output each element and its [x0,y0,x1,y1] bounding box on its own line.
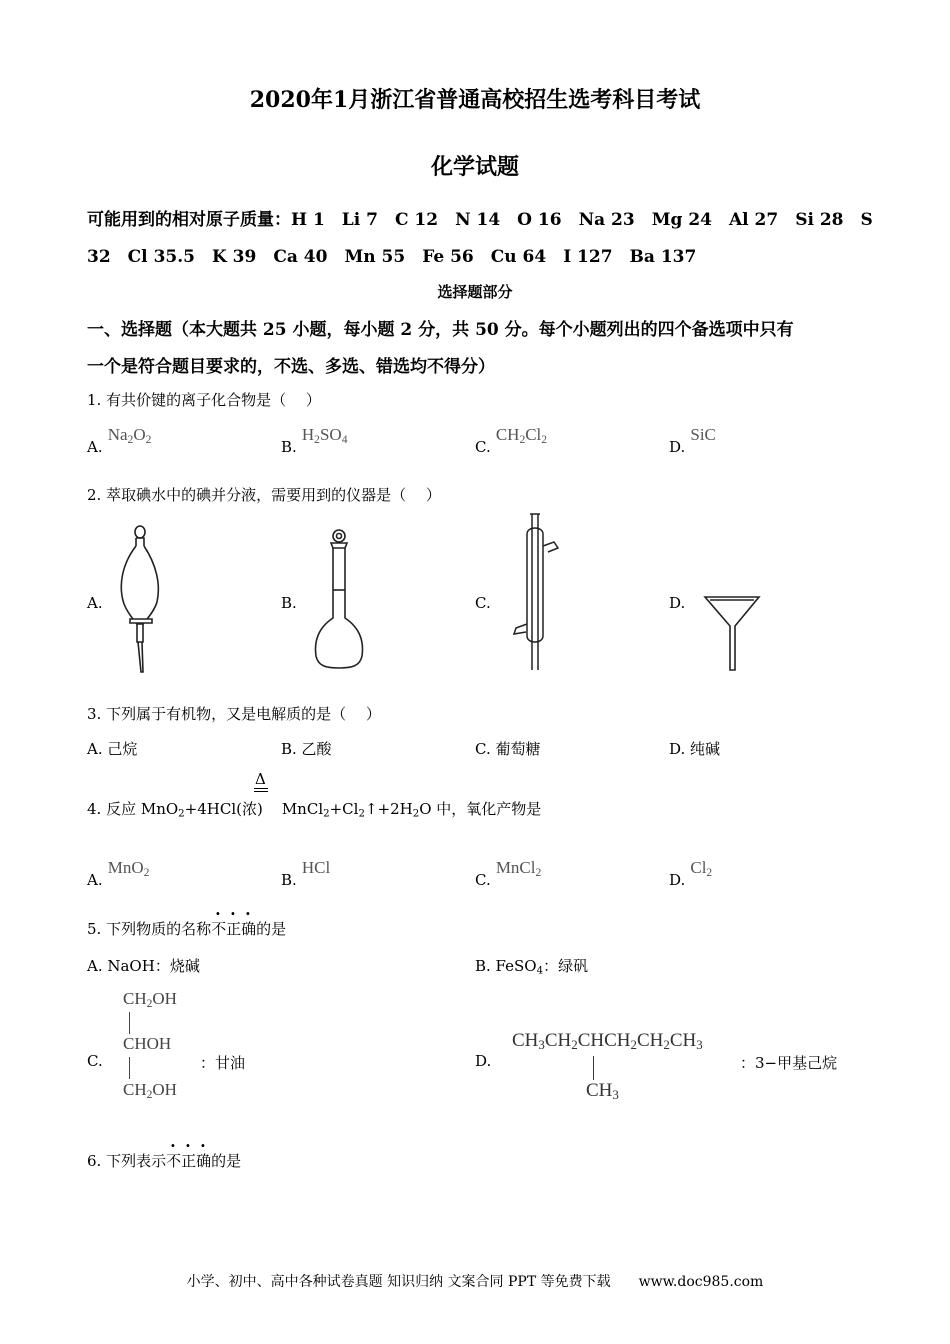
q1-stem: 1. 有共价键的离子化合物是（ ） [87,391,321,409]
formula-mncl2: MnCl$_2$ [495,858,542,879]
formula-h2so4: $H_2SO_4$ [301,425,348,446]
q2-label-c: C. [475,594,491,612]
q1-option-a: A. $Na_2O_2$ [87,425,152,456]
exam-title: 2020年1月浙江省普通高校招生选考科目考试 [249,87,701,113]
formula-cl2: $Cl_2$ [690,858,713,879]
q4-arrow-line-2 [254,791,268,792]
q5-option-a: A. NaOH：烧碱 [87,957,200,975]
hexane-branch-bond [593,1056,594,1080]
atomic-mass-line-2: 32 Cl 35.5 K 39 Ca 40 Mn 55 Fe 56 Cu 64 I 127 Ba 137 [87,247,697,267]
q1-option-c: C. $CH_2Cl_2$ [475,425,548,456]
glycerol-choh: CHOH [123,1034,172,1053]
formula-sic: SiC [690,425,716,444]
emphasis-char: 正 [181,1152,197,1170]
q1-option-b: B. $H_2SO_4$ [281,425,348,456]
part-title: 选择题部分 [437,283,513,301]
q5-option-b: B. FeSO$_4$：绿矾 [475,957,589,977]
q3-option-d: D. 纯碱 [669,740,721,758]
q4-option-a: A. MnO$_2$ [87,858,150,889]
formula-mno2: MnO$_2$ [107,858,150,879]
glycerol-bond-bottom [129,1057,130,1079]
hexane-branch-methyl: $CH_3$ [586,1080,619,1103]
atomic-mass-line-1: 可能用到的相对原子质量：H 1 Li 7 C 12 N 14 O 16 Na 23 Mg 24 Al 27 Si 28 S [87,210,873,230]
q6-stem: 6. 下列表示不正确的是 [87,1152,242,1170]
funnel-icon [703,594,763,674]
q5-option-d-label: D. [475,1052,492,1070]
q4-stem: 4. 反应 MnO$_2$+4HCl(浓) $MnCl_2+Cl_2↑+2H_2O$ 中，氧化产物是 [87,800,542,820]
q4-option-d: D. $Cl_2$ [669,858,713,889]
condenser-icon [508,512,568,672]
q4-arrow-line-1 [254,788,268,789]
emphasis-char: 确 [196,1152,212,1170]
q2-label-a: A. [87,594,103,612]
q2-label-d: D. [669,594,686,612]
emphasis-char: 确 [241,920,257,938]
q4-option-b: B. HCl [281,858,331,889]
volumetric-flask-icon [312,530,372,672]
emphasis-char: 不 [211,920,227,938]
q5-option-d-name: ：3−甲基己烷 [740,1054,838,1072]
q3-option-b: B. 乙酸 [281,740,332,758]
glycerol-ch2oh-top: $CH_2OH$ [123,989,177,1010]
formula-ch2cl2: $CH_2Cl_2$ [495,425,548,446]
q4-option-c: C. MnCl$_2$ [475,858,542,889]
hexane-main-chain: $CH_3CH_2CHCH_2CH_2CH_3$ [512,1030,703,1053]
q3-stem: 3. 下列属于有机物，又是电解质的是（ ） [87,705,381,723]
q1-option-d: D. SiC [669,425,716,456]
q3-option-c: C. 葡萄糖 [475,740,541,758]
q5-option-c-label: C. [87,1052,103,1070]
emphasis-char: 不 [166,1152,182,1170]
q5-stem: 5. 下列物质的名称不正确的是 [87,920,287,938]
section-heading-line-1: 一、选择题（本大题共 25 小题，每小题 2 分，共 50 分。每个小题列出的四个备选项中只有 [87,320,794,340]
formula-na2o2: $Na_2O_2$ [107,425,152,446]
formula-hcl: HCl [301,858,331,877]
glycerol-bond-top [129,1012,130,1034]
q3-option-a: A. 己烷 [87,740,138,758]
q4-delta-symbol: Δ [255,770,266,788]
q2-label-b: B. [281,594,297,612]
separatory-funnel-icon [112,524,172,676]
q5-option-c-name: ：甘油 [200,1054,246,1072]
glycerol-ch2oh-bottom: $CH_2OH$ [123,1080,177,1101]
emphasis-char: 正 [226,920,242,938]
section-heading-line-2: 一个是符合题目要求的，不选、多选、错选均不得分） [87,357,495,377]
q2-stem: 2. 萃取碘水中的碘并分液，需要用到的仪器是（ ） [87,486,441,504]
exam-subtitle: 化学试题 [430,154,519,180]
page-footer: 小学、初中、高中各种试卷真题 知识归纳 文案合同 PPT 等免费下载 www.doc985.com [186,1274,764,1290]
